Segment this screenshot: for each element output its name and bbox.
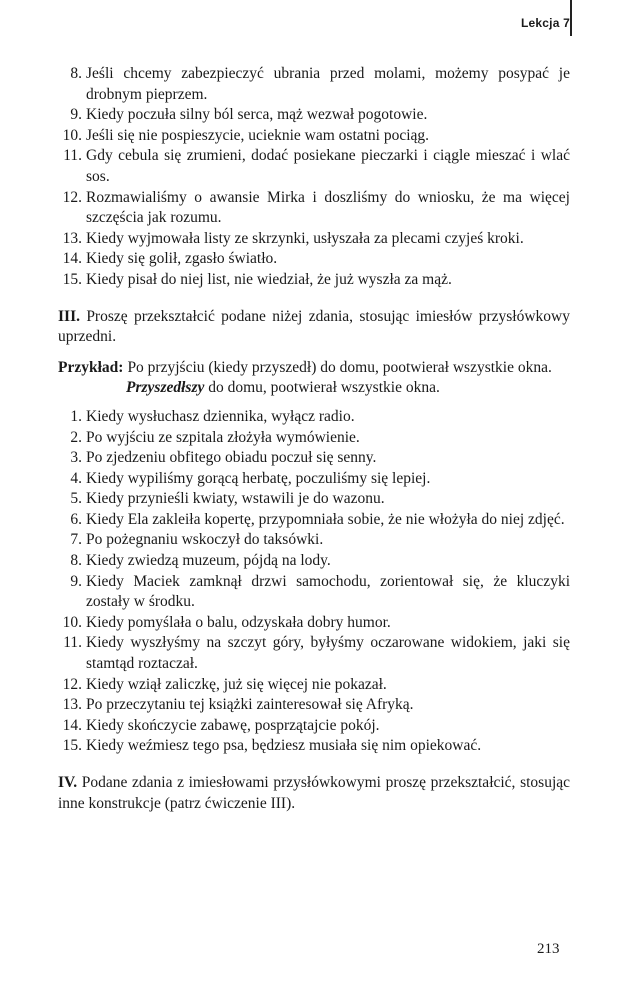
item-text: Kiedy wysłuchasz dziennika, wyłącz radio. [86,407,355,425]
item-text: Po pożegnaniu wskoczył do taksówki. [86,531,324,549]
example-text: Po przyjściu (kiedy przyszedł) do domu, pootwierał wszystkie okna. [127,358,552,376]
item-text: Kiedy weźmiesz tego psa, będziesz musiała się nim opiekować. [86,737,482,755]
item-text: Po przeczytaniu tej książki zainteresował się Afryką. [86,696,414,714]
list-item [58,126,570,147]
item-text: Po zjedzeniu obfitego obiadu poczuł się senny. [86,449,377,467]
page-content [58,64,570,814]
list-item [58,716,570,737]
list-item [58,469,570,490]
list-item [58,736,570,757]
exercise-number: III. [58,307,80,325]
item-text: Kiedy Ela zakleiła kopertę, przypomniała sobie, że nie włożyła do niej zdjęć. [86,510,565,528]
item-text: Jeśli się nie pospieszycie, ucieknie wam ostatni pociąg. [86,126,430,144]
item-text: Kiedy zwiedzą muzeum, pójdą na lody. [86,552,331,570]
list-item [58,448,570,469]
item-number: 12. [62,188,82,206]
item-number: 5. [70,490,82,508]
example-answer-rest: do domu, pootwierał wszystkie okna. [204,379,440,397]
item-number: 4. [70,469,82,487]
item-number: 11. [63,147,82,165]
item-text: Kiedy poczuła silny ból serca, mąż wezwał pogotowie. [86,106,428,124]
item-text: Kiedy Maciek zamknął drzwi samochodu, zorientował się, że kluczyki zostały w środku. [86,572,570,611]
list-item [58,489,570,510]
item-number: 6. [70,510,82,528]
running-header: Lekcja 7 [521,16,570,30]
item-number: 10. [62,126,82,144]
item-text: Kiedy wyjmowała listy ze skrzynki, usłyszała za plecami czyjeś kroki. [86,229,524,247]
item-text: Rozmawialiśmy o awansie Mirka i doszliśmy do wniosku, że ma więcej szczęścia jak rozumu. [86,188,570,227]
list-item [58,270,570,291]
item-number: 8. [70,65,82,82]
instruction-text: Podane zdania z imiesłowami przysłówkowymi proszę przekształcić, stosując inne konstrukcje (patrz ćwiczenie III). [58,774,571,812]
item-text: Kiedy wziął zaliczkę, już się więcej nie pokazał. [86,675,387,693]
list-item [58,572,570,613]
list-item [58,105,570,126]
instruction-text: Proszę przekształcić podane niżej zdania, stosując imiesłów przysłówkowy uprzedni. [58,307,571,346]
item-text: Jeśli chcemy zabezpieczyć ubrania przed molami, możemy posypać je drobnym pieprzem. [86,65,570,103]
item-number: 7. [70,531,82,549]
list-item [58,675,570,696]
example-answer-word: Przyszedłszy [126,379,205,397]
exercise-4-instruction [58,773,570,814]
list-item [58,64,570,105]
item-text: Gdy cebula się zrumieni, dodać posiekane pieczarki i ciągle mieszać i wlać sos. [86,147,570,185]
list-item [58,551,570,572]
list-item [58,428,570,449]
item-number: 15. [62,270,82,288]
item-number: 3. [70,449,82,467]
item-text: Kiedy pomyślała o balu, odzyskała dobry humor. [86,613,391,631]
item-number: 8. [70,552,82,570]
list-item [58,633,570,674]
example-label: Przykład: [58,358,124,376]
item-number: 1. [70,407,82,425]
item-number: 12. [62,675,82,693]
item-text: Kiedy skończycie zabawę, posprzątajcie pokój. [86,716,380,734]
item-text: Po wyjściu ze szpitala złożyła wymówienie. [86,428,360,446]
item-number: 14. [62,250,82,268]
list-item [58,146,570,187]
list-item [58,249,570,270]
list-item [58,613,570,634]
exercise-3-instruction [58,307,570,348]
item-text: Kiedy wypiliśmy gorącą herbatę, poczuliśmy się lepiej. [86,469,431,487]
item-number: 10. [62,613,82,631]
item-text: Kiedy pisał do niej list, nie wiedział, że już wyszła za mąż. [86,270,452,288]
item-number: 13. [62,229,82,247]
list-item [58,530,570,551]
list-item [58,695,570,716]
example-block [58,358,570,379]
item-number: 15. [62,737,82,755]
list-item [58,229,570,250]
item-text: Kiedy się golił, zgasło światło. [86,250,278,268]
exercise-3-list [58,407,570,757]
item-number: 9. [70,572,82,590]
list-item [58,407,570,428]
list-item [58,188,570,229]
example-answer [58,378,570,399]
exercise-list-continued [58,64,570,291]
item-text: Kiedy przynieśli kwiaty, wstawili je do wazonu. [86,490,385,508]
item-number: 2. [70,428,82,446]
item-number: 13. [62,696,82,714]
item-number: 11. [63,634,82,652]
exercise-number: IV. [58,774,78,791]
item-number: 14. [62,716,82,734]
page-number: 213 [537,941,560,957]
list-item [58,510,570,531]
header-rule [570,0,572,36]
item-text: Kiedy wyszłyśmy na szczyt góry, byłyśmy oczarowane widokiem, jaki się stamtąd roztaczał. [86,634,570,673]
item-number: 9. [70,106,82,124]
